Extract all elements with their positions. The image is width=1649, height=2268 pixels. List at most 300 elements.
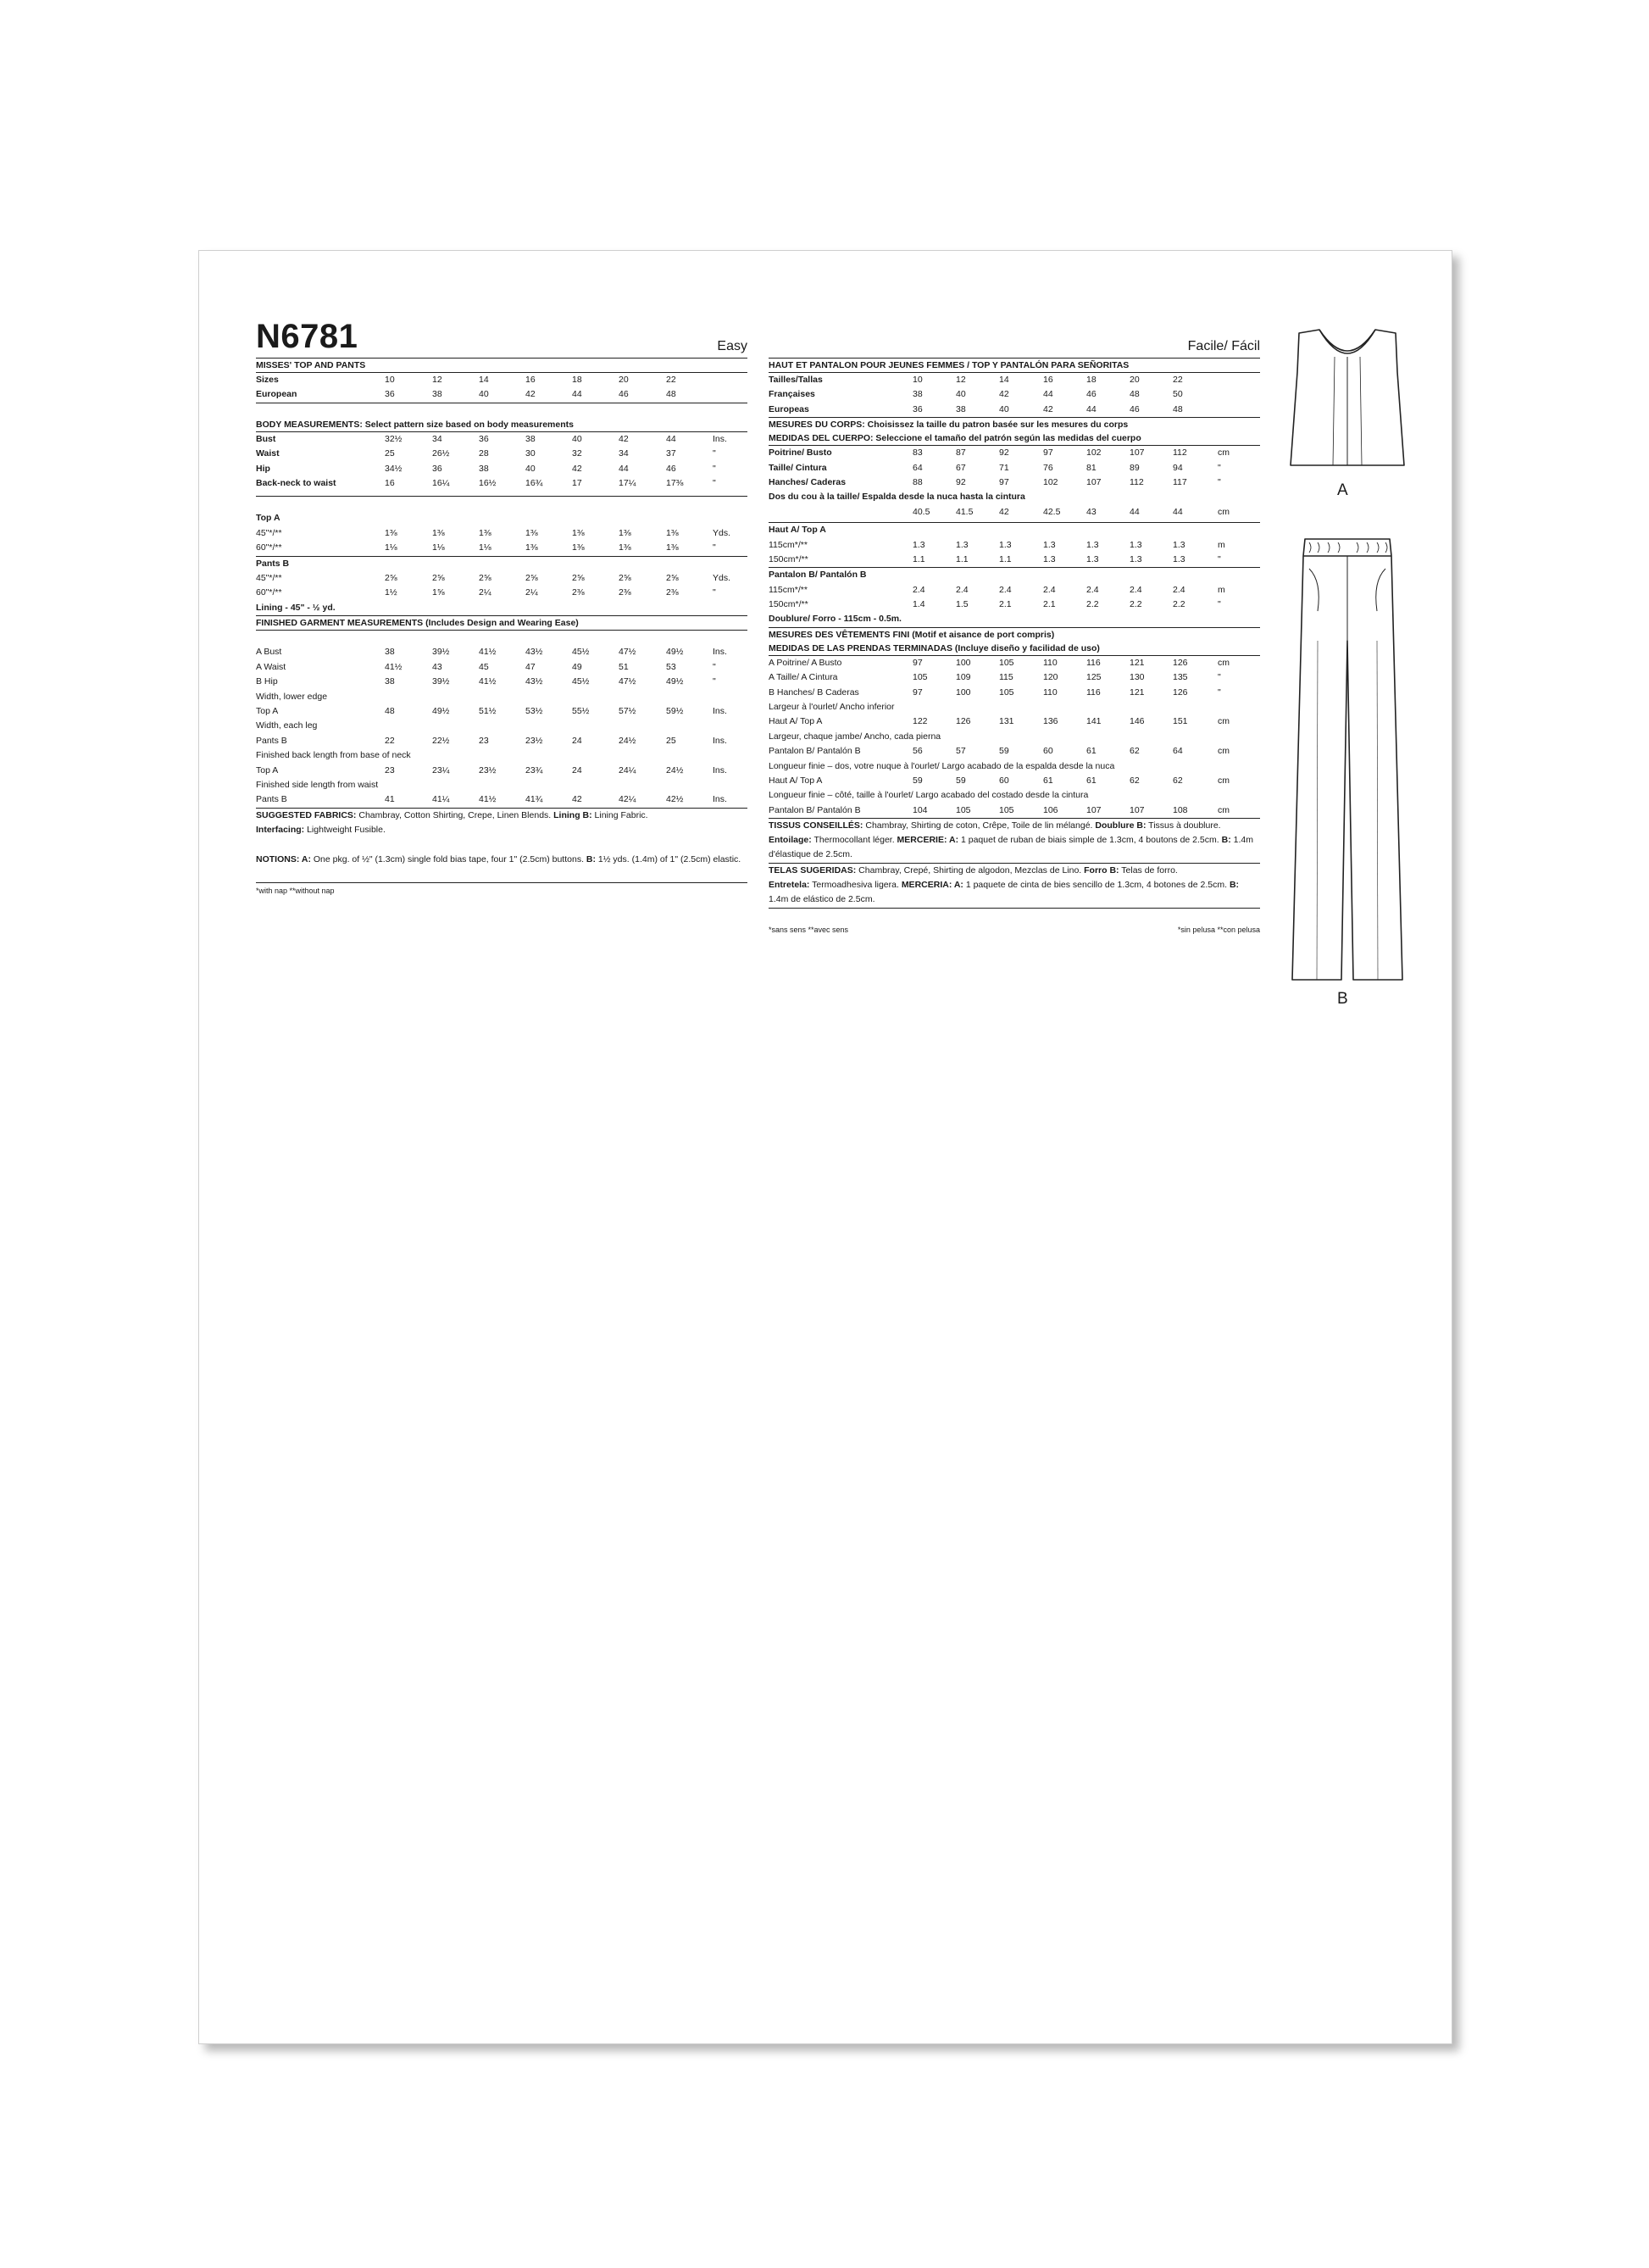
table-cell: 1.3 (1086, 553, 1099, 564)
table-cell: 1.3 (956, 539, 969, 550)
table-cell: 1⅜ (525, 527, 538, 538)
table-cell: 61 (1086, 775, 1097, 786)
row-label: Poitrine/ Busto (769, 447, 832, 459)
unit-cell: " (1218, 599, 1221, 610)
table-cell: 97 (913, 687, 923, 698)
table-cell: 51 (619, 661, 629, 672)
table-row (256, 645, 747, 659)
table-cell: 109 (956, 672, 971, 683)
table-cell: 2.4 (1173, 584, 1185, 595)
row-label: Pantalon B/ Pantalón B (769, 746, 861, 757)
table-cell: 62 (1130, 746, 1140, 757)
unit-cell: m (1218, 539, 1225, 550)
table-cell: 40 (999, 403, 1009, 414)
row-label: B Hip (256, 676, 278, 687)
table-cell: 104 (913, 804, 928, 815)
table-row (256, 586, 747, 600)
table-cell: 61 (1086, 746, 1097, 757)
table-row (769, 700, 1260, 714)
table-cell: 1⅛ (385, 542, 397, 553)
table-cell: 44 (1130, 506, 1140, 517)
finished-measurements-title-es: MEDIDAS DE LAS PRENDAS TERMINADAS (Incluye diseño y facilidad de uso) (769, 642, 1260, 656)
table-row (769, 553, 1260, 567)
row-label: 45"*/** (256, 527, 282, 538)
unit-cell: cm (1218, 746, 1230, 757)
table-row (256, 764, 747, 778)
english-column (256, 251, 747, 898)
table-cell: 116 (1086, 687, 1101, 698)
table-cell: 112 (1130, 476, 1144, 487)
row-label: Longueur finie – dos, votre nuque à l'ourlet/ Largo acabado de la espalda desde la nuca (769, 760, 1115, 771)
table-cell: 47½ (619, 647, 636, 658)
table-cell: 2.4 (999, 584, 1012, 595)
table-cell: 1⅜ (666, 542, 679, 553)
row-label: A Bust (256, 647, 282, 658)
table-cell: 37 (666, 448, 676, 459)
garment-title: MISSES' TOP AND PANTS (256, 359, 747, 373)
table-cell: 16 (385, 477, 395, 488)
table-cell: 97 (999, 476, 1009, 487)
table-cell: 34 (432, 433, 442, 444)
table-row (769, 774, 1260, 788)
table-row (769, 744, 1260, 759)
table-cell: 22 (666, 375, 676, 385)
table-cell: 49½ (666, 647, 684, 658)
table-cell: 1⅜ (385, 527, 397, 538)
table-row (256, 734, 747, 748)
table-cell: 42½ (666, 794, 684, 805)
table-cell: 24 (572, 735, 582, 746)
unit-cell: Ins. (713, 794, 727, 805)
unit-cell: " (1218, 687, 1221, 698)
table-row (769, 656, 1260, 670)
body-measurements-title-fr: MESURES DU CORPS: Choisissez la taille du patron basée sur les mesures du corps (769, 420, 1129, 431)
table-cell: 38 (432, 389, 442, 400)
table-row (769, 538, 1260, 553)
row-label: Largeur, chaque jambe/ Ancho, cada pierna (769, 731, 941, 742)
table-row (769, 490, 1260, 504)
table-row (769, 670, 1260, 685)
table-cell: 120 (1043, 672, 1058, 683)
tissus-conseilles: TISSUS CONSEILLÉS: Chambray, Shirting de coton, Crêpe, Toile de lin mélangé. Doublure B: Tissus à doublure. Entoilage: Thermocollant léger. MERCERIE: A: 1 paquet de ruban de biais simple de 1.3cm, 4 boutons de 2.5cm. B: 1.4m d'élastique de 2.5cm. (769, 819, 1260, 864)
table-cell: 42 (572, 794, 582, 805)
row-label: Waist (256, 448, 280, 459)
table-cell: 2⅝ (525, 572, 538, 583)
table-cell: 117 (1173, 476, 1187, 487)
table-cell: 24 (572, 764, 582, 775)
table-cell: 18 (1086, 375, 1097, 385)
table-cell: 2¼ (525, 587, 538, 598)
table-cell: 2.4 (1086, 584, 1099, 595)
row-label: Pants B (256, 558, 290, 569)
table-cell: 2⅝ (385, 572, 397, 583)
table-cell: 2⅜ (666, 587, 679, 598)
table-cell: 42 (999, 389, 1009, 400)
table-cell: 34½ (385, 463, 403, 474)
table-cell: 2.2 (1173, 599, 1185, 610)
table-cell: 16½ (479, 477, 497, 488)
table-cell: 44 (1043, 389, 1053, 400)
row-label: 150cm*/** (769, 599, 808, 610)
table-cell: 97 (913, 657, 923, 668)
table-cell: 38 (385, 647, 395, 658)
yardage-pants-table (256, 557, 747, 617)
finished-measurements-title-fr: MESURES DES VÊTEMENTS FINI (Motif et aisance de port compris) (769, 629, 1055, 640)
table-cell: 46 (1130, 403, 1140, 414)
table-cell: 42 (572, 463, 582, 474)
table-row (769, 475, 1260, 490)
table-cell: 1.1 (956, 553, 969, 564)
table-cell: 130 (1130, 672, 1145, 683)
table-cell: 2⅜ (572, 587, 585, 598)
row-label: A Waist (256, 661, 286, 672)
finished-measurements-title: FINISHED GARMENT MEASUREMENTS (Includes Design and Wearing Ease) (256, 616, 747, 631)
table-cell: 107 (1086, 476, 1102, 487)
table-cell: 26½ (432, 448, 450, 459)
table-cell: 105 (999, 687, 1014, 698)
table-cell: 16¼ (432, 477, 450, 488)
table-cell: 105 (956, 804, 971, 815)
row-label: Longueur finie – côté, taille à l'ourlet/ Largo acabado del costado desde la cintura (769, 790, 1089, 801)
table-row (769, 598, 1260, 612)
row-label: Finished back length from base of neck (256, 750, 411, 761)
telas-sugeridas: TELAS SUGERIDAS: Chambray, Crepé, Shirting de algodon, Mezclas de Lino. Forro B: Telas de forro. Entretela: Termoadhesiva ligera. MERCERIA: A: 1 paquete de cinta de bies sencillo de 1.3cm, 4 botones de 2.5cm. B: 1.4m de elástico de 2.5cm. (769, 864, 1260, 909)
header (256, 303, 747, 359)
table-row (769, 387, 1260, 402)
table-cell: 12 (432, 375, 442, 385)
table-row (769, 373, 1260, 387)
table-cell: 107 (1130, 804, 1145, 815)
table-cell: 41½ (479, 794, 497, 805)
row-label: Pants B (256, 735, 287, 746)
table-row (256, 447, 747, 461)
table-cell: 17 (572, 477, 582, 488)
table-cell: 81 (1086, 462, 1097, 473)
table-cell: 112 (1173, 447, 1187, 459)
table-cell: 53½ (525, 706, 543, 717)
table-cell: 41½ (479, 676, 497, 687)
table-row (256, 526, 747, 541)
table-cell: 23¾ (525, 764, 543, 775)
table-row (256, 675, 747, 689)
table-cell: 40 (479, 389, 489, 400)
notions: NOTIONS: A: One pkg. of ½" (1.3cm) single fold bias tape, four 1" (2.5cm) buttons. B: 1½ yds. (1.4m) of 1" (2.5cm) elastic. (256, 853, 747, 883)
table-cell: 48 (1173, 403, 1183, 414)
table-cell: 30 (525, 448, 536, 459)
yardage-top-table-translated (769, 523, 1260, 568)
table-cell: 107 (1086, 804, 1102, 815)
table-cell: 1⅜ (619, 542, 631, 553)
table-cell: 34 (619, 448, 629, 459)
table-cell: 64 (1173, 746, 1183, 757)
row-label: 60"*/** (256, 587, 282, 598)
unit-cell: Ins. (713, 706, 727, 717)
table-cell: 2.1 (999, 599, 1012, 610)
finished-measurements-table-translated (769, 656, 1260, 819)
table-cell: 44 (666, 433, 676, 444)
table-cell: 92 (956, 476, 966, 487)
table-row (769, 759, 1260, 774)
table-cell: 55½ (572, 706, 590, 717)
table-cell: 121 (1130, 657, 1145, 668)
table-cell: 32½ (385, 433, 403, 444)
table-cell: 116 (1086, 657, 1101, 668)
table-cell: 1.3 (1130, 539, 1142, 550)
table-cell: 20 (619, 375, 629, 385)
body-measurements-table (256, 432, 747, 498)
table-cell: 36 (479, 433, 489, 444)
unit-cell: Ins. (713, 433, 727, 444)
row-label: Lining - 45" - ½ yd. (256, 602, 336, 613)
unit-cell: " (713, 661, 716, 672)
table-cell: 36 (913, 403, 923, 414)
table-cell: 47½ (619, 676, 636, 687)
table-cell: 106 (1043, 804, 1058, 815)
table-cell: 41½ (385, 661, 403, 672)
table-cell: 43½ (525, 647, 543, 658)
table-row (769, 583, 1260, 598)
unit-cell: cm (1218, 506, 1230, 517)
table-cell: 42 (525, 389, 536, 400)
table-cell: 2⅝ (479, 572, 491, 583)
unit-cell: " (1218, 672, 1221, 683)
table-cell: 2.4 (1130, 584, 1142, 595)
table-cell: 20 (1130, 375, 1140, 385)
row-label: Top A (256, 513, 280, 524)
table-row (256, 601, 747, 615)
table-cell: 23½ (479, 764, 497, 775)
table-cell: 2.4 (956, 584, 969, 595)
table-cell: 100 (956, 657, 971, 668)
table-cell: 2⅝ (432, 572, 445, 583)
table-cell: 89 (1130, 462, 1140, 473)
table-cell: 25 (666, 735, 676, 746)
body-measurements-table-translated (769, 446, 1260, 523)
table-cell: 12 (956, 375, 966, 385)
table-cell: 53 (666, 661, 676, 672)
table-cell: 105 (913, 672, 928, 683)
row-label: Bust (256, 433, 276, 444)
table-cell: 105 (999, 657, 1014, 668)
unit-cell: " (1218, 462, 1221, 473)
row-label: Pants B (256, 794, 287, 805)
table-cell: 43 (1086, 506, 1097, 517)
table-cell: 28 (479, 448, 489, 459)
finished-measurements-table (256, 631, 747, 809)
table-cell: 50 (1173, 389, 1183, 400)
table-cell: 38 (956, 403, 966, 414)
table-row (769, 730, 1260, 744)
table-cell: 48 (666, 389, 676, 400)
table-cell: 38 (913, 389, 923, 400)
unit-cell: " (713, 463, 716, 474)
table-cell: 2.4 (1043, 584, 1056, 595)
row-label: Pantalon B/ Pantalón B (769, 804, 861, 815)
table-cell: 2.4 (913, 584, 925, 595)
table-cell: 41 (385, 794, 395, 805)
table-row (256, 571, 747, 586)
row-label: B Hanches/ B Caderas (769, 687, 859, 698)
table-cell: 14 (479, 375, 489, 385)
table-cell: 110 (1043, 687, 1058, 698)
size-table (256, 373, 747, 403)
table-cell: 42.5 (1043, 506, 1061, 517)
table-row (256, 462, 747, 476)
row-label: 150cm*/** (769, 553, 808, 564)
suggested-fabrics: SUGGESTED FABRICS: Chambray, Cotton Shirting, Crepe, Linen Blends. Lining B: Lining Fabric. Interfacing: Lightweight Fusible. (256, 809, 648, 835)
table-cell: 1.1 (913, 553, 925, 564)
unit-cell: m (1218, 584, 1225, 595)
table-row (256, 387, 747, 402)
row-label: 115cm*/** (769, 539, 808, 550)
table-cell: 125 (1086, 672, 1102, 683)
unit-cell: Yds. (713, 527, 731, 538)
table-cell: 22 (1173, 375, 1183, 385)
table-cell: 22½ (432, 735, 450, 746)
row-label: European (256, 389, 297, 400)
table-cell: 1.3 (1043, 553, 1056, 564)
table-cell: 56 (913, 746, 923, 757)
table-cell: 83 (913, 447, 923, 459)
unit-cell: cm (1218, 716, 1230, 727)
table-cell: 38 (525, 433, 536, 444)
row-label: Back-neck to waist (256, 477, 336, 488)
table-cell: 46 (1086, 389, 1097, 400)
table-cell: 108 (1173, 804, 1188, 815)
table-cell: 1.3 (1043, 539, 1056, 550)
row-label: Hip (256, 463, 270, 474)
table-cell: 1½ (385, 587, 397, 598)
table-cell: 36 (432, 463, 442, 474)
table-cell: 10 (913, 375, 923, 385)
top-a-illustration (1284, 323, 1411, 475)
table-cell: 16 (525, 375, 536, 385)
row-label: Europeas (769, 403, 809, 414)
table-cell: 1⅛ (432, 542, 445, 553)
table-cell: 45 (479, 661, 489, 672)
table-cell: 2.1 (1043, 599, 1056, 610)
table-cell: 2⅜ (619, 587, 631, 598)
table-row (769, 446, 1260, 460)
table-cell: 67 (956, 462, 966, 473)
row-label: Finished side length from waist (256, 779, 379, 790)
table-row (769, 714, 1260, 729)
table-cell: 126 (1173, 687, 1188, 698)
table-cell: 59½ (666, 706, 684, 717)
table-cell: 1⅝ (432, 587, 445, 598)
table-cell: 48 (385, 706, 395, 717)
table-cell: 1⅜ (619, 527, 631, 538)
table-cell: 14 (999, 375, 1009, 385)
table-cell: 36 (385, 389, 395, 400)
table-row (769, 803, 1260, 818)
table-cell: 22 (385, 735, 395, 746)
row-label: Taille/ Cintura (769, 462, 827, 473)
table-cell: 23¼ (432, 764, 450, 775)
table-cell: 24½ (666, 764, 684, 775)
table-cell: 1.3 (913, 539, 925, 550)
table-cell: 135 (1173, 672, 1188, 683)
table-cell: 76 (1043, 462, 1053, 473)
garment-title-translated: HAUT ET PANTALON POUR JEUNES FEMMES / TOP Y PANTALÓN PARA SEÑORITAS (769, 359, 1260, 373)
table-cell: 126 (956, 716, 971, 727)
row-label: Width, lower edge (256, 691, 328, 702)
table-cell: 61 (1043, 775, 1053, 786)
row-label: 45"*/** (256, 572, 282, 583)
table-cell: 42 (999, 506, 1009, 517)
table-cell: 59 (999, 746, 1009, 757)
table-cell: 2⅝ (619, 572, 631, 583)
table-cell: 105 (999, 804, 1014, 815)
table-cell: 39½ (432, 676, 450, 687)
table-cell: 47 (525, 661, 536, 672)
table-cell: 151 (1173, 716, 1188, 727)
table-cell: 60 (1043, 746, 1053, 757)
table-cell: 49½ (432, 706, 450, 717)
table-cell: 1.3 (999, 539, 1012, 550)
table-cell: 46 (619, 389, 629, 400)
table-cell: 40 (572, 433, 582, 444)
unit-cell: Ins. (713, 735, 727, 746)
difficulty-label: Easy (717, 339, 747, 353)
unit-cell: " (713, 587, 716, 598)
unit-cell: Ins. (713, 647, 727, 658)
table-cell: 100 (956, 687, 971, 698)
table-cell: 45½ (572, 647, 590, 658)
table-cell: 1.3 (1086, 539, 1099, 550)
table-cell: 41¾ (525, 794, 543, 805)
table-cell: 25 (385, 448, 395, 459)
table-cell: 60 (999, 775, 1009, 786)
table-cell: 44 (1173, 506, 1183, 517)
table-cell: 1⅜ (479, 527, 491, 538)
table-cell: 2⅝ (572, 572, 585, 583)
body-measurements-title-es: MEDIDAS DEL CUERPO: Seleccione el tamaño del patrón según las medidas del cuerpo (769, 431, 1260, 446)
unit-cell: " (713, 676, 716, 687)
unit-cell: Yds. (713, 572, 731, 583)
row-label: Tailles/Tallas (769, 375, 823, 385)
table-row (769, 686, 1260, 700)
table-cell: 44 (619, 463, 629, 474)
table-cell: 1.4 (913, 599, 925, 610)
table-row (256, 748, 747, 763)
table-row (256, 719, 747, 733)
table-cell: 115 (999, 672, 1013, 683)
row-label: Françaises (769, 389, 815, 400)
footnote: *with nap **without nap (256, 886, 335, 895)
table-cell: 92 (999, 447, 1009, 459)
table-cell: 43 (432, 661, 442, 672)
unit-cell: " (713, 542, 716, 553)
row-label: Haut A/ Top A (769, 525, 826, 536)
row-label: Dos du cou à la taille/ Espalda desde la nuca hasta la cintura (769, 492, 1025, 503)
yardage-top-table (256, 511, 747, 556)
row-label: A Taille/ A Cintura (769, 672, 838, 683)
table-cell: 57 (956, 746, 966, 757)
table-cell: 38 (385, 676, 395, 687)
table-cell: 2.2 (1086, 599, 1099, 610)
table-cell: 122 (913, 716, 928, 727)
table-row (256, 792, 747, 807)
table-row (256, 541, 747, 555)
table-cell: 102 (1086, 447, 1102, 459)
table-cell: 1⅜ (666, 527, 679, 538)
row-label: Top A (256, 764, 279, 775)
yardage-pants-table-translated (769, 568, 1260, 628)
table-cell: 131 (999, 716, 1014, 727)
table-cell: 23½ (525, 735, 543, 746)
table-cell: 23 (385, 764, 395, 775)
